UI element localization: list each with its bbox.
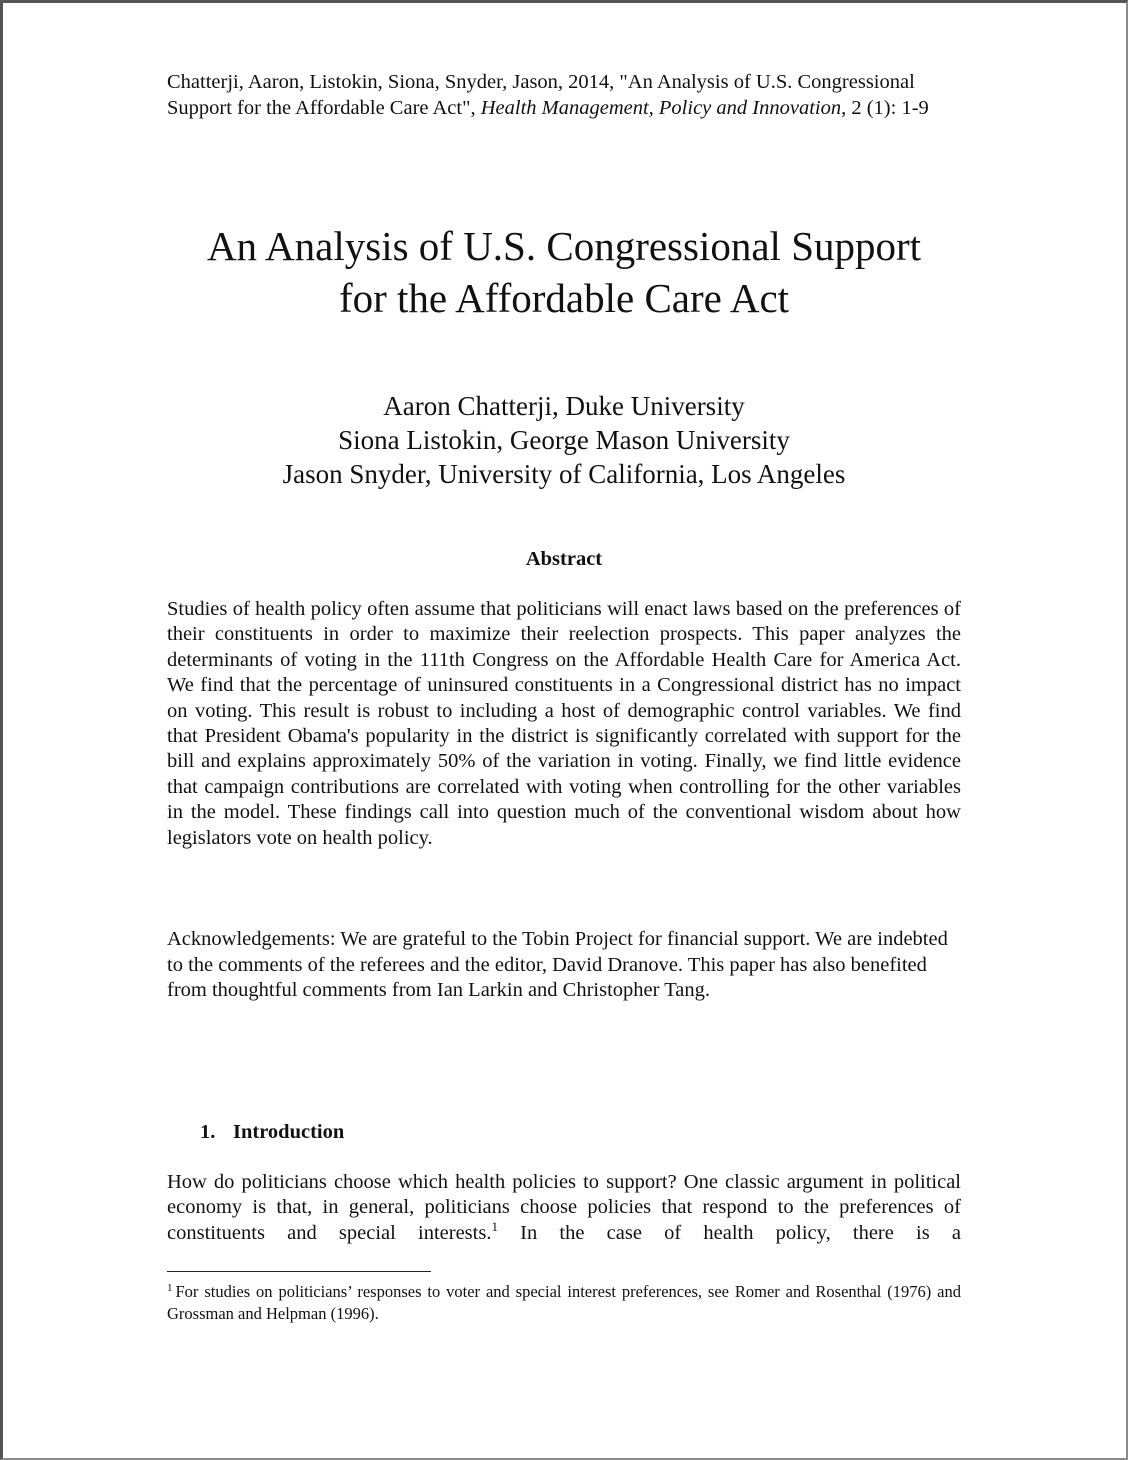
paper-title-line-2: for the Affordable Care Act — [338, 275, 790, 321]
abstract-body: Studies of health policy often assume that politicians will enact laws based on the preferences of their constituents in order to maximize their reelection prospects. This paper analyzes the determinants of voting in the 111th Congress on the Affordable Health Care for America Act. We find that the percentage of uninsured constituents in a Congressional district has no impact on voting. This result is robust to including a host of demographic control variables. We find that President Obama's popularity in the district is significantly correlated with support for the bill and explains approximately 50% of the variation in voting. Finally, we find little evidence that campaign contributions are correlated with voting when controlling for the other variables in the model. These findings call into question much of the conventional wisdom about how legislators vote on health policy. — [167, 598, 961, 849]
footnote — [167, 1281, 961, 1325]
author-2: Siona Listokin, George Mason University — [338, 425, 790, 455]
footnote-text: For studies on politicians’ responses to voter and special interest preferences, see Romer and Rosenthal (1976) and Grossman and Helpman (1996). — [167, 1282, 961, 1323]
author-3: Jason Snyder, University of California, Los Angeles — [282, 459, 846, 489]
citation-text: Chatterji, Aaron, Listokin, Siona, Snyder, Jason, 2014, "An Analysis of U.S. Congressional Support for the Affordable Care Act", — [167, 71, 915, 119]
author-1: Aaron Chatterji, Duke University — [383, 391, 745, 421]
footnote-divider — [167, 1271, 431, 1272]
section-title: Introduction — [233, 1121, 345, 1143]
citation-volume: , 2 (1): 1-9 — [841, 96, 929, 119]
paper-title-line-1: An Analysis of U.S. Congressional Support — [206, 223, 922, 269]
author-list — [100, 389, 1028, 491]
acknowledgements: Acknowledgements: We are grateful to the Tobin Project for financial support. We are indebted to the comments of the referees and the editor, David Dranove. This paper has also benefited from thoughtful comments from Ian Larkin and Christopher Tang. — [167, 928, 948, 1001]
paper-title — [100, 220, 1028, 324]
introduction-text-1: How do politicians choose which health policies to support? One classic argument in political economy is that, in general, politicians choose policies that respond to the preferences of constituents and special interests. — [167, 1171, 961, 1244]
abstract-heading: Abstract — [525, 548, 603, 570]
section-heading-introduction — [200, 1119, 344, 1145]
introduction-text-2: In the case of health policy, there is a — [497, 1221, 961, 1244]
introduction-body — [167, 1170, 961, 1246]
section-number: 1. — [200, 1121, 216, 1143]
footnote-mark: 1 — [167, 1281, 173, 1294]
citation-journal: Health Management, Policy and Innovation — [480, 96, 842, 119]
citation — [167, 70, 967, 121]
footnote-reference[interactable]: 1 — [491, 1218, 498, 1234]
